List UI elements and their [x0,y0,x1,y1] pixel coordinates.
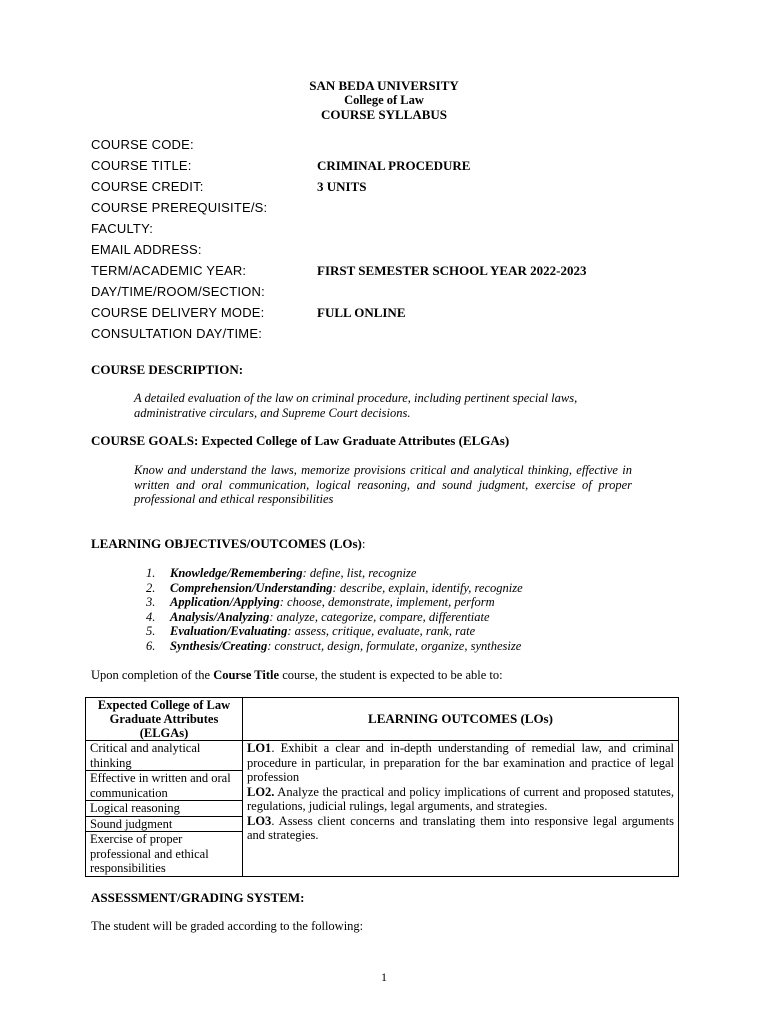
field-value-term: FIRST SEMESTER SCHOOL YEAR 2022-2023 [317,263,587,278]
outcome-item: LO3. Assess client concerns and translating them into responsive legal arguments and strategies. [247,813,674,842]
outcomes-cell [243,741,679,877]
completion-statement: Upon completion of the Course Title course, the student is expected to be able to: [91,668,503,682]
field-label-course-credit: COURSE CREDIT: [91,179,204,194]
elga-cell: Logical reasoning [86,801,243,817]
assessment-text: The student will be graded according to the following: [91,919,364,933]
college-name: College of Law [344,93,424,107]
table-header-outcomes: LEARNING OUTCOMES (LOs) [243,698,679,741]
course-goals-text: Know and understand the laws, memorize provisions critical and analytical thinking, effective in written and oral communication, logical reasoning, and sound judgment, exercise of proper professional and ethical responsibilities [134,463,632,506]
course-goals-title: COURSE GOALS: Expected College of Law Graduate Attributes (ELGAs) [91,433,510,448]
objective-item: 5. Evaluation/Evaluating: assess, critique, evaluate, rank, rate [146,624,476,638]
field-label-term: TERM/ACADEMIC YEAR: [91,263,247,278]
field-label-consultation: CONSULTATION DAY/TIME: [91,326,263,341]
course-description-title: COURSE DESCRIPTION: [91,362,244,377]
field-label-course-title: COURSE TITLE: [91,158,192,173]
university-name: SAN BEDA UNIVERSITY [309,78,459,93]
field-value-delivery-mode: FULL ONLINE [317,305,406,320]
learning-objectives-title: LEARNING OBJECTIVES/OUTCOMES (LOs): [91,536,366,551]
field-label-delivery-mode: COURSE DELIVERY MODE: [91,305,265,320]
field-value-course-title: CRIMINAL PROCEDURE [317,158,471,173]
field-value-course-credit: 3 UNITS [317,179,367,194]
table-header-elgas: Expected College of Law Graduate Attributes (ELGAs) [86,698,243,741]
elga-cell: Effective in written and oral communication [86,771,243,801]
outcome-item: LO1. Exhibit a clear and in-depth understanding of remedial law, and criminal procedure in particular, in preparation for the bar examination and practice of legal profession [247,741,674,784]
outcome-item: LO2. Analyze the practical and policy implications of current and proposed statutes, regulations, judicial rulings, legal arguments, and strategies. [247,784,674,813]
field-label-schedule: DAY/TIME/ROOM/SECTION: [91,284,265,299]
field-label-course-code: COURSE CODE: [91,137,194,152]
field-label-faculty: FACULTY: [91,221,154,236]
learning-outcomes-table [85,697,679,877]
page-number: 1 [381,970,387,984]
field-label-email: EMAIL ADDRESS: [91,242,202,257]
objective-item: 1. Knowledge/Remembering: define, list, recognize [146,566,417,580]
objective-item: 2. Comprehension/Understanding: describe, explain, identify, recognize [146,580,523,595]
document-type: COURSE SYLLABUS [320,107,448,122]
elga-cell: Sound judgment [86,816,243,832]
objective-item: 3. Application/Applying: choose, demonstrate, implement, perform [146,595,495,609]
assessment-title: ASSESSMENT/GRADING SYSTEM: [91,890,305,905]
elga-cell: Critical and analytical thinking [86,741,243,771]
objective-item: 6. Synthesis/Creating: construct, design, formulate, organize, synthesize [146,638,522,653]
elga-cell: Exercise of proper professional and ethical responsibilities [86,832,243,877]
objective-item: 4. Analysis/Analyzing: analyze, categorize, compare, differentiate [146,609,490,624]
course-description-text: A detailed evaluation of the law on criminal procedure, including pertinent special laws, administrative circulars, and Supreme Court decisions. [134,391,578,420]
field-label-prerequisite: COURSE PREREQUISITE/S: [91,200,268,215]
